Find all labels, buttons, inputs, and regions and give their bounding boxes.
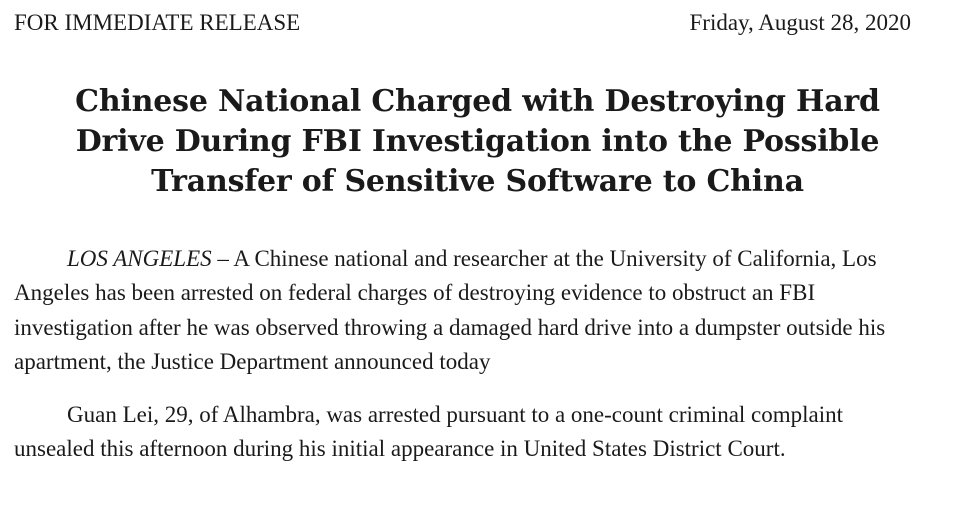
paragraph-2-text: Guan Lei, 29, of Alhambra, was arrested pursuant to a one-count criminal complaint unsealed this afternoon during his initial appearance in United States District Court. xyxy=(14,401,844,462)
title-line-2: Drive During FBI Investigation into the Possible xyxy=(75,124,880,159)
press-release-body xyxy=(14,242,941,466)
title-line-1: Chinese National Charged with Destroying Hard xyxy=(75,84,880,119)
body-paragraph-1 xyxy=(14,242,911,380)
dateline: LOS ANGELES xyxy=(67,246,212,271)
title-line-3: Transfer of Sensitive Software to China xyxy=(151,164,804,199)
body-paragraph-2 xyxy=(14,398,911,467)
release-label: FOR IMMEDIATE RELEASE xyxy=(14,10,301,35)
release-date: Friday, August 28, 2020 xyxy=(689,10,911,35)
paragraph-1-text: – A Chinese national and researcher at the University of California, Los Angeles has been arrested on federal charges of destroying evidence to obstruct an FBI investigation after he was observed throwing a damaged hard drive into a dumpster outside his apartment, the Justice Department announced today xyxy=(14,246,886,375)
press-release-title xyxy=(14,82,941,202)
release-header xyxy=(14,0,941,38)
